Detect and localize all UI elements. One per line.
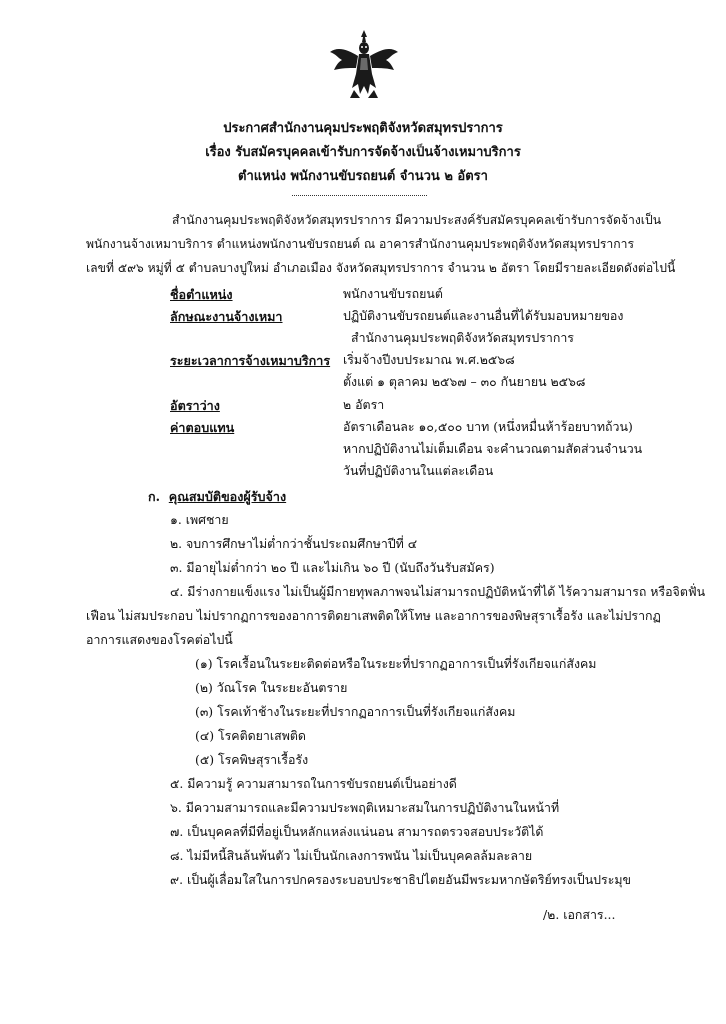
duty-value: สำนักงานคุมประพฤติจังหวัดสมุทรปราการ: [351, 330, 574, 345]
announcement-subject: เรื่อง รับสมัครบุคคลเข้ารับการจัดจ้างเป็นจ้างเหมาบริการ: [205, 145, 521, 160]
pay-value: วันที่ปฏิบัติงานในแต่ละเดือน: [343, 463, 494, 478]
page-continuation: /๒. เอกสาร...: [543, 907, 616, 922]
qualification-item: ๕. มีความรู้ ความสามารถในการขับรถยนต์เป็นอย่างดี: [170, 776, 457, 791]
disease-item: (๓) โรคเท้าช้างในระยะที่ปรากฏอาการเป็นที่รังเกียจแก่สังคม: [195, 704, 516, 719]
disease-item: (๒) วัณโรค ในระยะอันตราย: [195, 680, 348, 695]
duty-label: ลักษณะงานจ้างเหมา: [170, 309, 283, 324]
disease-item: (๑) โรคเรื้อนในระยะติดต่อหรือในระยะที่ปรากฏอาการเป็นที่รังเกียจแก่สังคม: [195, 656, 597, 671]
announcement-position: ตำแหน่ง พนักงานขับรถยนต์ จำนวน ๒ อัตรา: [238, 169, 488, 184]
qualification-item: ๘. ไม่มีหนี้สินล้นพ้นตัว ไม่เป็นนักเลงการพนัน ไม่เป็นบุคคลล้มละลาย: [170, 848, 533, 863]
intro-line: เลขที่ ๕๙๖ หมู่ที่ ๕ ตำบลบางปูใหม่ อำเภอเมือง จังหวัดสมุทรปราการ จำนวน ๒ อัตรา โดยมีรายละเอียดดังต่อไปนี้: [86, 261, 676, 275]
qualification-item: ๙. เป็นผู้เลื่อมใสในการปกครองระบอบประชาธิปไตยอันมีพระมหากษัตริย์ทรงเป็นประมุข: [170, 872, 632, 887]
pay-value: หากปฏิบัติงานไม่เต็มเดือน จะคำนวณตามสัดส่วนจำนวน: [343, 441, 643, 456]
intro-line: พนักงานจ้างเหมาบริการ ตำแหน่งพนักงานขับรถยนต์ ณ อาคารสำนักงานคุมประพฤติจังหวัดสมุทรปราการ: [86, 237, 635, 251]
pay-value: อัตราเดือนละ ๑๐,๕๐๐ บาท (หนึ่งหมื่นห้าร้อยบาทถ้วน): [343, 419, 633, 434]
qualification-item: ๔. มีร่างกายแข็งแรง ไม่เป็นผู้มีกายทุพลภาพจนไม่สามารถปฏิบัติหน้าที่ได้ ไร้ความสามารถ หรือจิตฟั่น: [170, 584, 706, 599]
qualification-item: ๑. เพศชาย: [170, 512, 229, 527]
header-divider: [292, 195, 427, 196]
garuda-emblem-icon: [328, 28, 400, 100]
vacancy-value: ๒ อัตรา: [343, 397, 385, 412]
position-label: ชื่อตำแหน่ง: [170, 287, 233, 302]
period-label: ระยะเวลาการจ้างเหมาบริการ: [170, 353, 331, 368]
section-title: คุณสมบัติของผู้รับจ้าง: [168, 489, 287, 504]
period-value: ตั้งแต่ ๑ ตุลาคม ๒๕๖๗ – ๓๐ กันยายน ๒๕๖๘: [343, 374, 586, 389]
disease-item: (๔) โรคติดยาเสพติด: [195, 728, 306, 743]
vacancy-label: อัตราว่าง: [170, 398, 220, 413]
period-value: เริ่มจ้างปีงบประมาณ พ.ศ.๒๕๖๘: [343, 352, 515, 367]
qualification-item: ๖. มีความสามารถและมีความประพฤติเหมาะสมในการปฏิบัติงานในหน้าที่: [170, 800, 560, 815]
section-prefix: ก.: [148, 489, 161, 504]
duty-value: ปฏิบัติงานขับรถยนต์และงานอื่นที่ได้รับมอบหมายของ: [343, 308, 624, 323]
qualification-item-continued: อาการแสดงของโรคต่อไปนี้: [86, 632, 233, 647]
announcement-title: ประกาศสำนักงานคุมประพฤติจังหวัดสมุทรปราการ: [223, 121, 503, 136]
position-value: พนักงานขับรถยนต์: [343, 286, 443, 301]
qualification-item: ๒. จบการศึกษาไม่ต่ำกว่าชั้นประถมศึกษาปีที่ ๔: [170, 536, 418, 551]
qualification-item: ๓. มีอายุไม่ต่ำกว่า ๒๐ ปี และไม่เกิน ๖๐ ปี (นับถึงวันรับสมัคร): [170, 560, 495, 575]
pay-label: ค่าตอบแทน: [170, 420, 235, 435]
qualification-item-continued: เฟือน ไม่สมประกอบ ไม่ปรากฏการของอาการติดยาเสพติดให้โทษ และอาการของพิษสุราเรื้อรัง และไม่ปรากฏ: [86, 608, 661, 623]
qualifications-heading: [148, 487, 286, 507]
intro-line: สำนักงานคุมประพฤติจังหวัดสมุทรปราการ มีความประสงค์รับสมัครบุคคลเข้ารับการจัดจ้างเป็น: [172, 213, 662, 227]
disease-item: (๕) โรคพิษสุราเรื้อรัง: [195, 752, 309, 767]
qualification-item: ๗. เป็นบุคคลที่มีที่อยู่เป็นหลักแหล่งแน่นอน สามารถตรวจสอบประวัติได้: [170, 824, 544, 839]
